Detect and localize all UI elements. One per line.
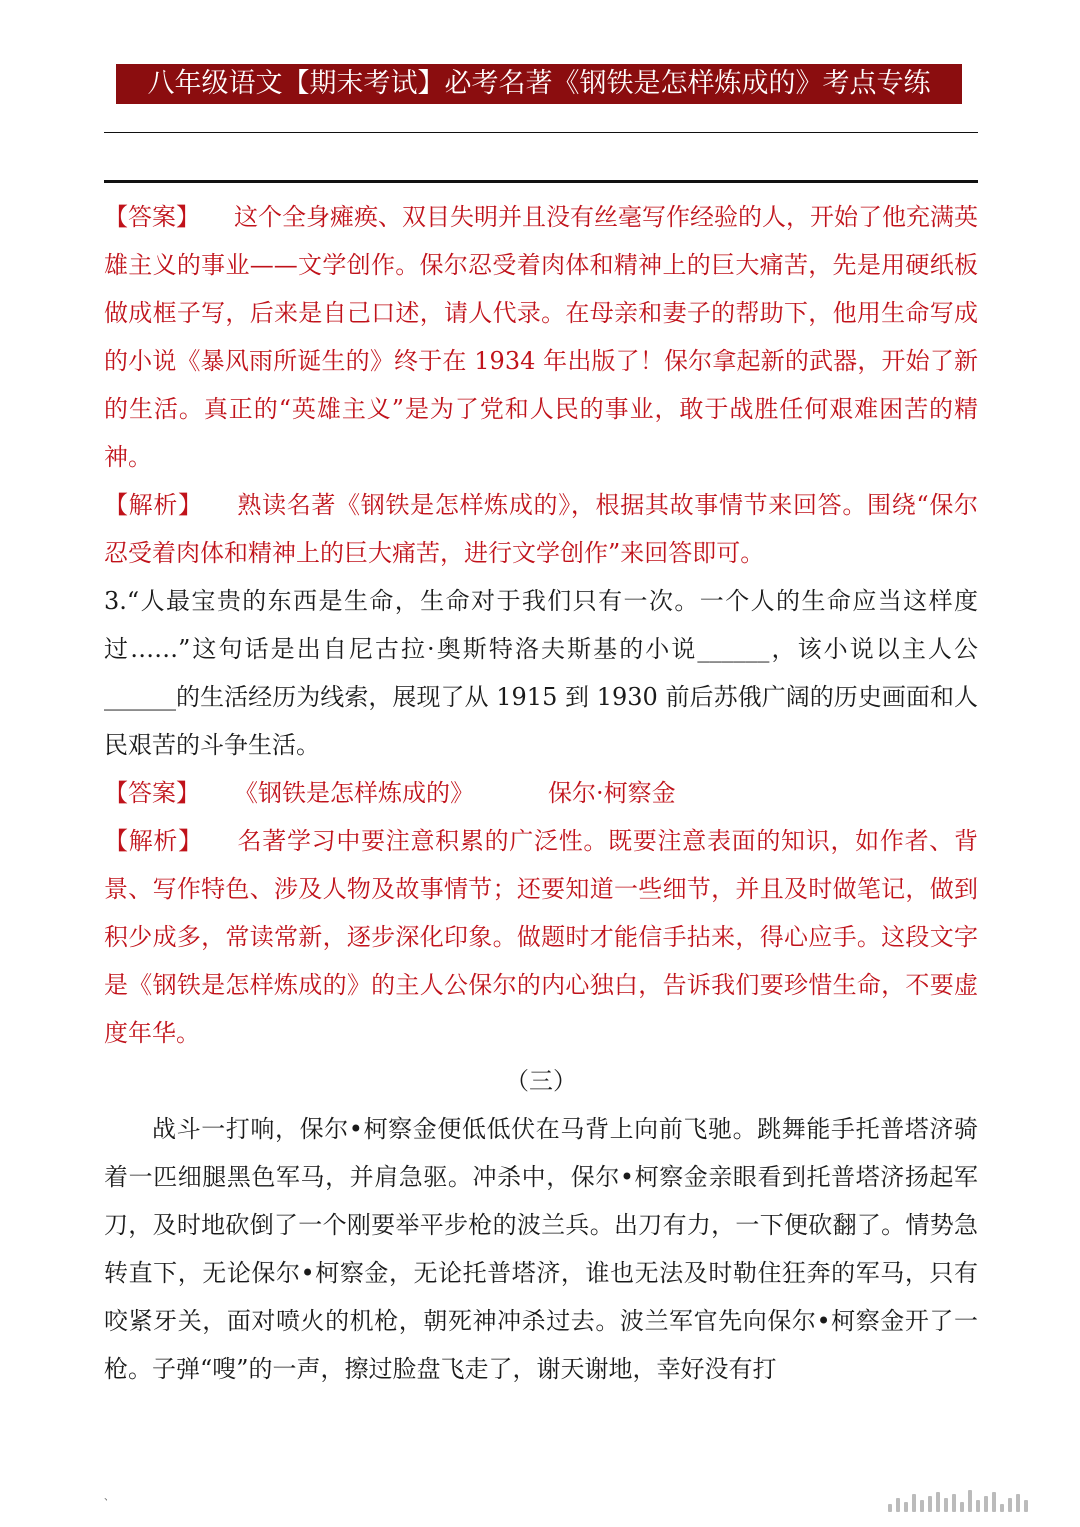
analysis-tag: 【解析】 (104, 827, 203, 855)
question-3: 3.“人最宝贵的东西是生命，生命对于我们只有一次。一个人的生命应当这样度过……”这句话是出自尼古拉·奥斯特洛夫斯基的小说______，该小说以主人公______的生活经历为线索，展现了从 1915 到 1930 前后苏俄广阔的历史画面和人民艰苦的斗争生活。 (104, 587, 978, 759)
analysis-text: 名著学习中要注意积累的广泛性。既要注意表面的知识，如作者、背景、写作特色、涉及人物及故事情节；还要知道一些细节，并且及时做笔记，做到积少成多，常读常新，逐步深化印象。做题时才能信手拈来，得心应手。这段文字是《钢铁是怎样炼成的》的主人公保尔的内心独白，告诉我们要珍惜生命，不要虚度年华。 (104, 827, 979, 1047)
answer-tag: 【答案】 (104, 203, 200, 231)
answer-2: 保尔·柯察金 (548, 779, 676, 807)
header-divider-thin (104, 132, 978, 133)
analysis-tag: 【解析】 (104, 491, 203, 519)
question-3-answer (104, 769, 978, 817)
watermark-logo (888, 1488, 1058, 1512)
answer-paragraph (104, 193, 978, 481)
header-divider-thick (104, 180, 978, 183)
footer-mark: 、 (104, 1492, 114, 1503)
document-title-banner: 八年级语文【期末考试】必考名著《钢铁是怎样炼成的》考点专练 (116, 64, 962, 104)
answer-tag: 【答案】 (104, 779, 200, 807)
analysis-text: 熟读名著《钢铁是怎样炼成的》，根据其故事情节来回答。围绕“保尔忍受着肉体和精神上的巨大痛苦，进行文学创作”来回答即可。 (104, 491, 978, 567)
analysis-paragraph (104, 481, 978, 577)
question-3-analysis (104, 817, 978, 1057)
section-heading: （三） (505, 1067, 577, 1095)
answer-1: 《钢铁是怎样炼成的》 (234, 779, 474, 807)
document-body (104, 193, 978, 1393)
answer-text: 这个全身瘫痪、双目失明并且没有丝毫写作经验的人，开始了他充满英雄主义的事业——文学创作。保尔忍受着肉体和精神上的巨大痛苦，先是用硬纸板做成框子写，后来是自己口述，请人代录。在母亲和妻子的帮助下，他用生命写成的小说《暴风雨所诞生的》终于在 1934 年出版了！保尔拿起新的武器，开始了新的生活。真正的“英雄主义”是为了党和人民的事业，敢于战胜任何艰难困苦的精神。 (104, 203, 978, 471)
reading-passage: 战斗一打响，保尔•柯察金便低低伏在马背上向前飞驰。跳舞能手托普塔济骑着一匹细腿黑色军马，并肩急驱。冲杀中，保尔•柯察金亲眼看到托普塔济扬起军刀，及时地砍倒了一个刚要举平步枪的波兰兵。出刀有力，一下便砍翻了。情势急转直下，无论保尔•柯察金，无论托普塔济，谁也无法及时勒住狂奔的军马，只有咬紧牙关，面对喷火的机枪，朝死神冲杀过去。波兰军官先向保尔•柯察金开了一枪。子弹“嗖”的一声，擦过脸盘飞走了，谢天谢地，幸好没有打 (104, 1115, 978, 1383)
